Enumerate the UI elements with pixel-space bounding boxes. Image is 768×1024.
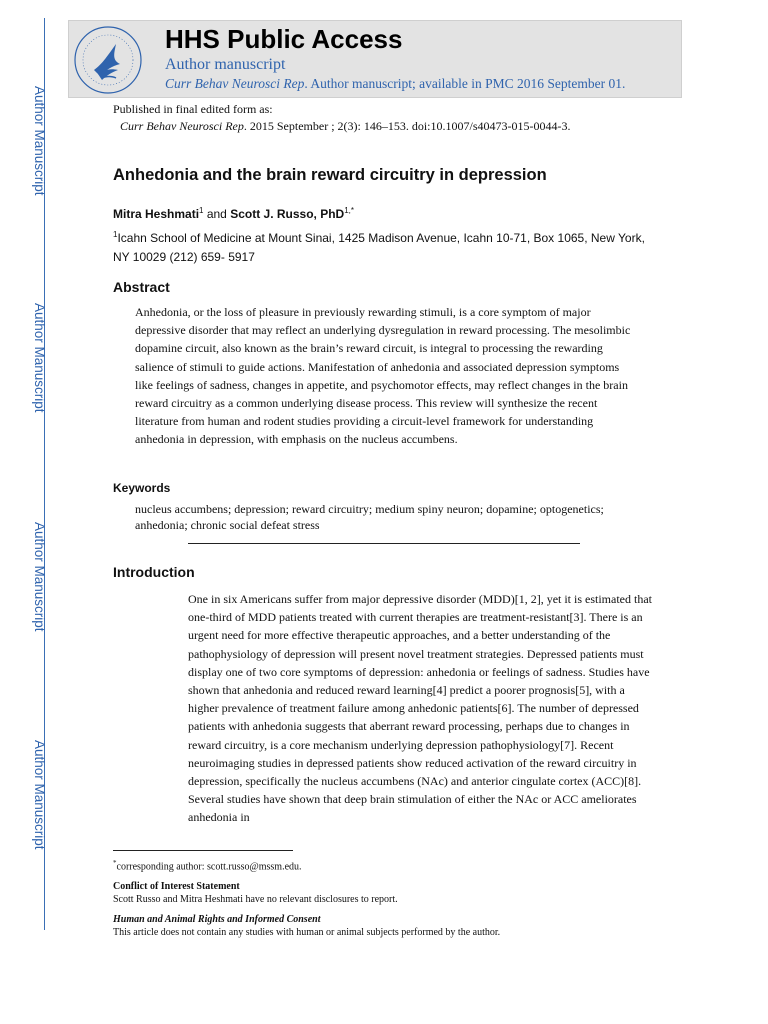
header-subtitle: Author manuscript [165, 56, 286, 73]
author-separator: and [203, 207, 231, 221]
publication-journal: Curr Behav Neurosci Rep [120, 119, 244, 133]
publication-info [113, 101, 571, 135]
author-name: Mitra Heshmati [113, 207, 200, 221]
publication-citation [113, 118, 571, 135]
footnote-divider [113, 850, 293, 851]
keywords-divider [188, 543, 580, 544]
author-affil-sup: 1,* [344, 206, 355, 215]
header-journal-line [165, 76, 625, 92]
sidebar-label: Author Manuscript [32, 740, 47, 850]
rights-statement [113, 913, 673, 940]
availability-text: . Author manuscript; available in PMC 2016 September 01. [304, 76, 626, 91]
publication-line1: Published in final edited form as: [113, 102, 273, 116]
journal-name: Curr Behav Neurosci Rep [165, 76, 305, 91]
header-title: HHS Public Access [165, 24, 403, 54]
sidebar-label: Author Manuscript [32, 522, 47, 632]
corresponding-text: corresponding author: scott.russo@mssm.edu. [116, 861, 302, 873]
sidebar-label: Author Manuscript [32, 86, 47, 196]
coi-heading: Conflict of Interest Statement [113, 880, 240, 892]
abstract-heading: Abstract [113, 279, 170, 295]
affiliation-text: Icahn School of Medicine at Mount Sinai, 1425 Madison Avenue, Icahn 10-71, Box 1065, New York, NY 10029 (212) 659- 5917 [113, 231, 645, 264]
footnotes [113, 857, 673, 946]
author-affil-sup: 1 [199, 206, 204, 215]
rights-heading: Human and Animal Rights and Informed Consent [113, 913, 321, 925]
affiliation [113, 225, 653, 267]
corresponding-sup: * [113, 859, 117, 867]
author-list [113, 206, 354, 221]
conflict-of-interest [113, 880, 673, 907]
keywords-heading: Keywords [113, 481, 171, 495]
abstract-text: Anhedonia, or the loss of pleasure in previously rewarding stimuli, is a core symptom of major depressive disorder that may reflect an underlying dysregulation in reward processing. The mesolimbic dopamine circuit, also known as the brain’s reward circuit, is integral to processing the rewarding salience of stimuli to guide actions. Manifestation of anhedonia and associated depression symptoms like feelings of sadness, changes in appetite, and psychomotor effects, may reflect changes in the brain reward circuitry as a common underlying disease process. This review will synthesize the recent literature from human and rodent studies providing a circuit-level framework for understanding anhedonia in depression, with emphasis on the nucleus accumbens. [135, 305, 631, 447]
introduction-heading: Introduction [113, 564, 195, 580]
keywords-text: nucleus accumbens; depression; reward circuitry; medium spiny neuron; dopamine; optogenetics; anhedonia; chronic social defeat stress [135, 502, 604, 532]
article-title: Anhedonia and the brain reward circuitry in depression [113, 166, 547, 184]
sidebar-label: Author Manuscript [32, 303, 47, 413]
author-name: Scott J. Russo, PhD [230, 207, 345, 221]
publication-citation-text: . 2015 September ; 2(3): 146–153. doi:10.1007/s40473-015-0044-3. [243, 119, 571, 133]
hhs-eagle-seal-icon [72, 24, 144, 96]
coi-text: Scott Russo and Mitra Heshmati have no relevant disclosures to report. [113, 894, 398, 906]
affiliation-sup: 1 [113, 230, 118, 239]
rights-text: This article does not contain any studies with human or animal subjects performed by the author. [113, 927, 501, 939]
introduction-text: One in six Americans suffer from major depressive disorder (MDD)[1, 2], yet it is estimated that one-third of MDD patients treated with current therapies are treatment-resistant[3]. There is an urgent need for more effective therapeutic approaches, and a better understanding of the pathophysiology of depression will present novel treatment strategies. Depressed patients must display one of two core symptoms of depression: anhedonia or feelings of sadness. Studies have shown that anhedonia and reduced reward learning[4] predict a poorer prognosis[5], with a higher prevalence of treatment failure among anhedonic patients[6]. The number of depressed patients with anhedonia suggests that aberrant reward processing, perhaps due to changes in reward circuitry, is a core mechanism underlying depression pathophysiology[7]. Recent neuroimaging studies in depressed patients show reduced activation of the reward circuitry in depression, specifically the nucleus accumbens (NAc) and anterior cingulate cortex (ACC)[8]. Several studies have shown that deep brain stimulation of either the NAc or ACC ameliorates anhedonia in [188, 592, 652, 825]
corresponding-note [113, 857, 673, 874]
